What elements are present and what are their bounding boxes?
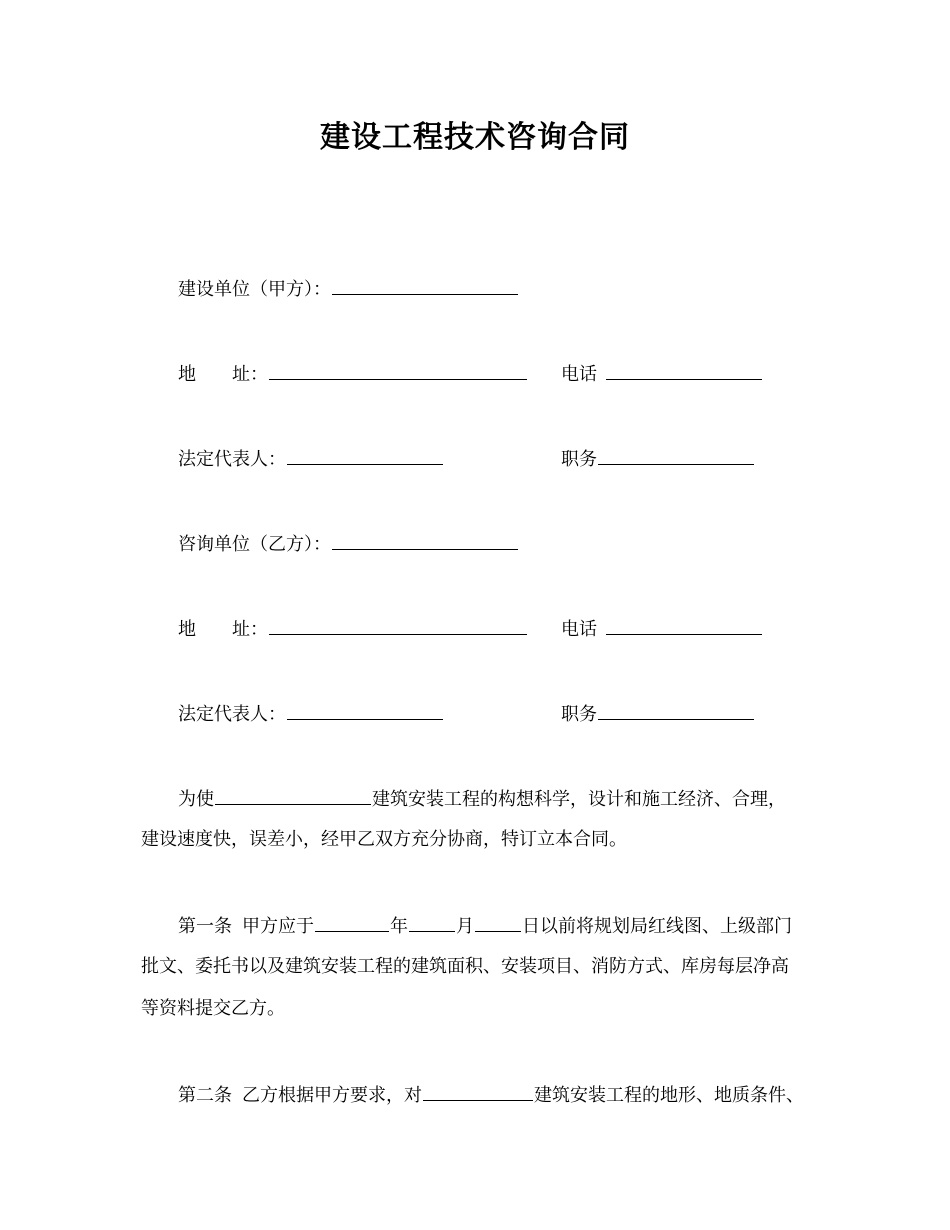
article-1-month: 月 bbox=[456, 916, 474, 937]
party-b-rep-line bbox=[178, 701, 444, 727]
party-a-unit-label: 建设单位（甲方）： bbox=[178, 279, 331, 300]
party-b-unit-label: 咨询单位（乙方）： bbox=[178, 534, 331, 555]
article-1-line-2: 批文、委托书以及建筑安装工程的建筑面积、安装项目、消防方式、库房每层净高 bbox=[141, 956, 789, 977]
party-a-rep-blank[interactable] bbox=[287, 446, 443, 465]
article-1-label: 第一条 bbox=[178, 916, 232, 937]
party-a-address-label-1: 地 bbox=[178, 364, 196, 385]
article-1-line-3: 等资料提交乙方。 bbox=[141, 998, 285, 1019]
party-a-position-line bbox=[561, 446, 755, 472]
party-a-address-label-2: 址： bbox=[232, 364, 268, 385]
party-a-phone-label: 电话 bbox=[561, 364, 597, 385]
party-b-rep-blank[interactable] bbox=[287, 701, 443, 720]
party-a-position-label: 职务 bbox=[561, 449, 597, 470]
preamble-prefix: 为使 bbox=[178, 789, 214, 810]
preamble-suffix: 建筑安装工程的构想科学，设计和施工经济、合理， bbox=[372, 789, 786, 810]
party-a-position-blank[interactable] bbox=[598, 446, 754, 465]
article-1-month-blank[interactable] bbox=[409, 913, 455, 932]
preamble-project-blank[interactable] bbox=[215, 786, 371, 805]
party-a-phone-blank[interactable] bbox=[606, 361, 762, 380]
party-b-phone-label: 电话 bbox=[561, 619, 597, 640]
article-2-project-blank[interactable] bbox=[423, 1082, 533, 1101]
party-b-address-blank[interactable] bbox=[269, 616, 527, 635]
article-1-text-a: 甲方应于 bbox=[242, 916, 314, 937]
document-title: 建设工程技术咨询合同 bbox=[320, 120, 630, 155]
party-b-phone-blank[interactable] bbox=[606, 616, 762, 635]
party-a-phone-line bbox=[561, 361, 763, 387]
party-a-rep-label: 法定代表人： bbox=[178, 449, 286, 470]
article-2-text-a: 乙方根据甲方要求，对 bbox=[242, 1085, 422, 1106]
party-b-unit-blank[interactable] bbox=[332, 531, 518, 550]
party-a-address-blank[interactable] bbox=[269, 361, 527, 380]
party-a-unit-blank[interactable] bbox=[332, 276, 518, 295]
party-b-address-line bbox=[178, 616, 528, 642]
party-a-rep-line bbox=[178, 446, 444, 472]
party-b-position-line bbox=[561, 701, 755, 727]
article-1-text-b: 日以前将规划局红线图、上级部门 bbox=[522, 916, 792, 937]
article-2-line-1 bbox=[178, 1082, 804, 1108]
party-b-position-blank[interactable] bbox=[598, 701, 754, 720]
preamble-line-1 bbox=[178, 786, 786, 812]
article-1-day-blank[interactable] bbox=[475, 913, 521, 932]
party-b-phone-line bbox=[561, 616, 763, 642]
party-a-unit-line bbox=[178, 276, 519, 302]
article-1-line-1 bbox=[178, 913, 792, 939]
article-1-year-blank[interactable] bbox=[315, 913, 389, 932]
party-b-unit-line bbox=[178, 531, 519, 557]
party-b-position-label: 职务 bbox=[561, 704, 597, 725]
party-b-address-label-1: 地 bbox=[178, 619, 196, 640]
article-2-text-b: 建筑安装工程的地形、地质条件、 bbox=[534, 1085, 804, 1106]
article-1-year: 年 bbox=[390, 916, 408, 937]
preamble-line-2: 建设速度快，误差小，经甲乙双方充分协商，特订立本合同。 bbox=[141, 829, 627, 850]
party-b-address-label-2: 址： bbox=[232, 619, 268, 640]
party-a-address-line bbox=[178, 361, 528, 387]
party-b-rep-label: 法定代表人： bbox=[178, 704, 286, 725]
article-2-label: 第二条 bbox=[178, 1085, 232, 1106]
